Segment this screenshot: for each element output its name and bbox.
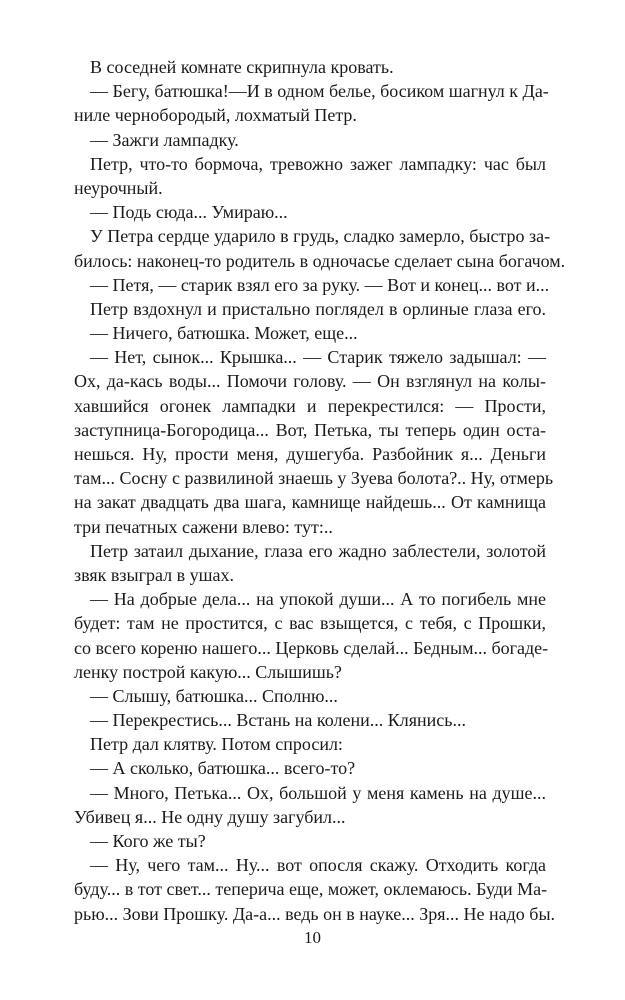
text-line-32: Убивец я... Не одну душу загубил... [74,806,346,827]
text-line-30: — А сколько, батюшка... всего-то? [90,758,356,779]
text-line-5: Петр, что-то бормоча, тревожно зажег лампадку: час был [90,153,546,174]
text-line-17: нешься. Ну, прости меня, душегуба. Разбойник я... Деньги [74,444,546,464]
text-line-15: хавшийся огонек лампадки и перекрестился: — Прости, [74,395,546,416]
text-line-4: — Зажги лампадку. [90,129,239,150]
text-line-27: — Слышу, батюшка... Сполню... [90,685,338,706]
text-line-2: — Бегу, батюшка!—И в одном белье, босиком шагнул к Да- [90,81,549,102]
text-line-10: — Петя, — старик взял его за руку. — Вот и конец... вот и... [90,274,550,295]
text-line-3: ниле чернобородый, лохматый Петр. [74,105,357,126]
text-line-19: на закат двадцать два шага, камнище найдешь... От камнища [74,492,546,513]
text-line-14: Ох, да-кась воды... Помочи голову. — Он взглянул на колы- [74,371,546,392]
text-line-16: заступница-Богородица... Вот, Петька, ты теперь один оста- [74,419,546,440]
text-line-13: — Нет, сынок... Крышка... — Старик тяжело задышал: — [90,347,546,368]
text-line-9: билось: наконец-то родитель в одночасье сделает сына богачом. [74,250,566,271]
text-line-20: три печатных сажени влево: тут:.. [74,516,333,537]
text-line-25: со всего кореню нашего... Церковь сделай... Бедным... богаде- [74,637,549,658]
text-line-1: В соседней комнате скрипнула кровать. [90,57,394,77]
text-line-7: — Подь сюда... Умираю... [90,202,288,223]
text-line-36: рью... Зови Прошку. Да-а... ведь он в науке... Зря... Не надо бы. [74,903,556,924]
text-line-8: У Петра сердце ударило в грудь, сладко замерло, быстро за- [90,226,551,247]
text-line-23: — На добрые дела... на упокой души... А то погибель мне [90,589,546,610]
text-line-26: ленку построй какую... Слышишь? [74,661,342,682]
text-line-18: там... Сосну с развилиной знаешь у Зуева болота?.. Ну, отмерь [74,468,554,489]
text-line-22: звяк взыграл в ушах. [74,564,234,585]
text-line-11: Петр вздохнул и пристально поглядел в орлиные глаза его. [90,298,546,319]
text-line-35: буду... в тот свет... теперича еще, может, оклемаюсь. Буди Ма- [74,879,548,900]
text-line-29: Петр дал клятву. Потом спросил: [90,734,343,755]
text-line-24: будет: там не простится, с вас взыщется, с тебя, с Прошки, [74,613,546,634]
text-line-31: — Много, Петька... Ох, большой у меня камень на душе... [90,782,546,803]
text-line-12: — Ничего, батюшка. Может, еще... [90,323,358,344]
text-line-33: — Кого же ты? [90,831,206,851]
page-text [74,55,566,926]
page-number: 10 [304,928,321,947]
text-line-28: — Перекрестись... Встань на колени... Клянись... [90,710,466,731]
text-line-6: неурочный. [74,177,163,198]
text-line-21: Петр затаил дыхание, глаза его жадно заблестели, золотой [90,540,546,561]
text-line-34: — Ну, чего там... Ну... вот опосля скажу. Отходить когда [90,855,546,876]
